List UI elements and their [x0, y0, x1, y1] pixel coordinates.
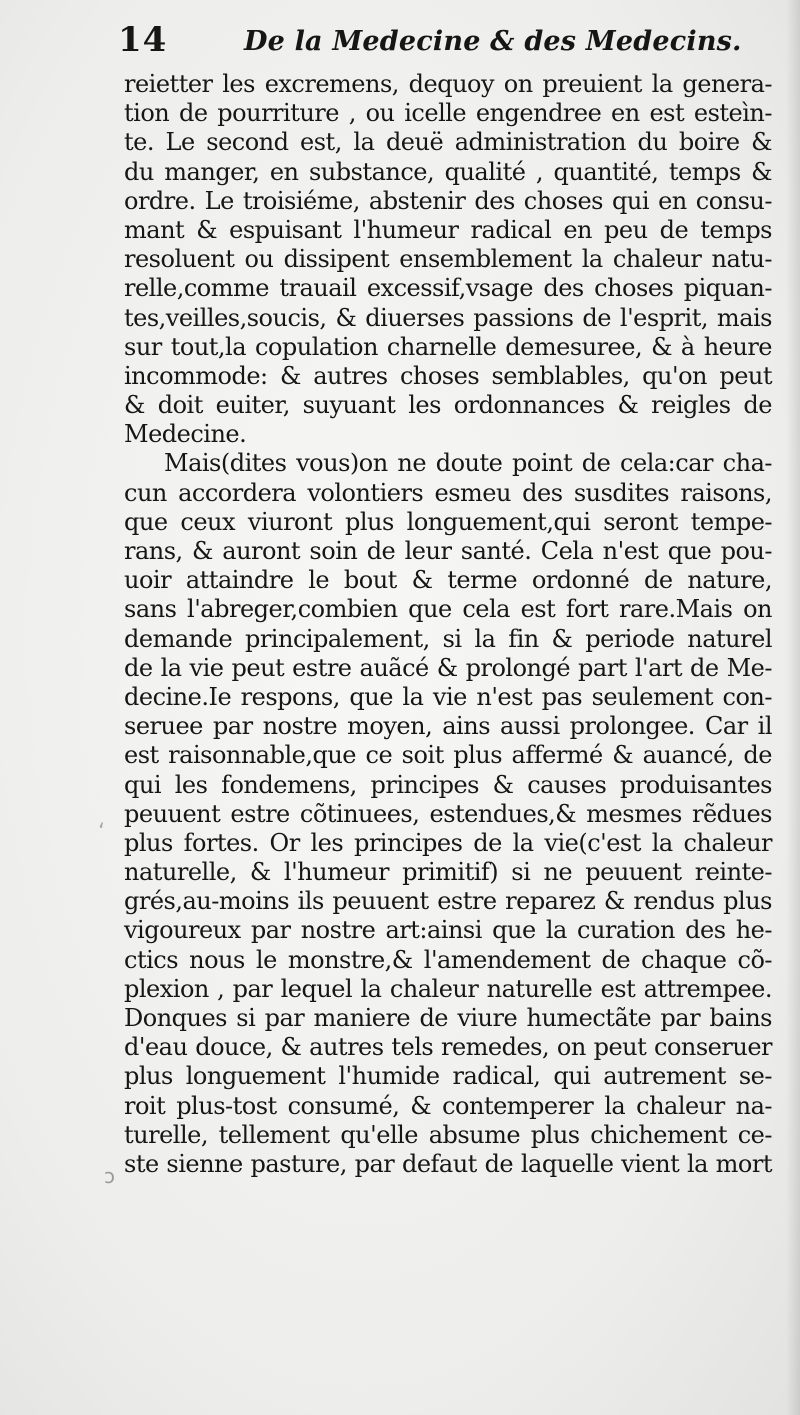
text-line: de la vie peut estre auãcé & prolongé part l'art de Me- [124, 653, 772, 682]
text-line: est raisonnable,que ce soit plus affermé & auancé, de [124, 741, 772, 770]
text-line: plus longuement l'humide radical, qui autrement se- [124, 1062, 772, 1091]
text-line: qui les fondemens, principes & causes produisantes [124, 770, 772, 799]
text-line: turelle, tellement qu'elle absume plus chichement ce- [124, 1120, 772, 1149]
page-edge-shadow [786, 0, 800, 1415]
text-line: d'eau douce, & autres tels remedes, on peut conseruer [124, 1033, 772, 1062]
text-line: sur tout,la copulation charnelle demesuree, & à heure [124, 332, 772, 361]
page-header [118, 16, 742, 66]
text-line: vigoureux par nostre art:ainsi que la curation des he- [124, 916, 772, 945]
text-line: plexion , par lequel la chaleur naturelle est attrempee. [124, 974, 772, 1003]
running-title: De la Medecine & des Medecins. [244, 26, 742, 57]
text-line: que ceux viuront plus longuement,qui seront tempe- [124, 507, 772, 536]
text-line: tes,veilles,soucis, & diuerses passions de l'esprit, mais [124, 303, 772, 332]
text-line: incommode: & autres choses semblables, qu'on peut [124, 361, 772, 390]
text-line: cun accordera volontiers esmeu des susdites raisons, [124, 478, 772, 507]
text-line: demande principalement, si la fin & periode naturel [124, 624, 772, 653]
page-number: 14 [118, 20, 168, 60]
text-line: rans, & auront soin de leur santé. Cela n'est que pou- [124, 537, 772, 565]
text-line: relle,comme trauail excessif,vsage des choses piquan- [124, 274, 772, 303]
text-line: du manger, en substance, qualité , quantité, temps & [124, 157, 772, 186]
text-line: tion de pourriture , ou icelle engendree en est esteìn- [124, 99, 772, 128]
text-line: ctics nous le monstre,& l'amendement de chaque cõ- [124, 945, 772, 974]
paragraph-start-line: Mais(dites vous)on ne doute point de cela:car cha- [164, 449, 772, 478]
text-line: naturelle, & l'humeur primitif) si ne peuuent reinte- [124, 858, 772, 887]
text-line: resoluent ou dissipent ensemblement la chaleur natu- [124, 245, 772, 274]
text-line: ordre. Le troisiéme, abstenir des choses qui en consu- [124, 186, 772, 215]
text-line: uoir attaindre le bout & terme ordonné de nature, [124, 566, 772, 595]
text-line: peuuent estre cõtinuees, estendues,& mesmes rẽdues [124, 799, 772, 828]
text-line: plus fortes. Or les principes de la vie(c'est la chaleur [124, 828, 772, 857]
text-line: mant & espuisant l'humeur radical en peu de temps [124, 215, 772, 244]
text-line: decine.Ie respons, que la vie n'est pas seulement con- [124, 682, 772, 711]
margin-mark-icon: ‘ [98, 820, 105, 845]
text-line: sans l'abreger,combien que cela est fort rare.Mais on [124, 595, 772, 624]
text-line: te. Le second est, la deuë administration du boire & [124, 128, 772, 157]
text-line: roit plus-tost consumé, & contemperer la chaleur na- [124, 1091, 772, 1120]
text-line: reietter les excremens, dequoy on preuient la genera- [124, 70, 772, 98]
paragraph-end-line: Medecine. [124, 420, 247, 449]
text-line: grés,au-moins ils peuuent estre reparez & rendus plus [124, 887, 772, 916]
text-line: Donques si par maniere de viure humectãte par bains [124, 1004, 772, 1032]
body-text [124, 70, 772, 1179]
margin-ornament-icon: ↄ [104, 1164, 115, 1188]
text-line: & doit euiter, suyuant les ordonnances & reigles de [124, 391, 772, 420]
text-line: seruee par nostre moyen, ains aussi prolongee. Car il [124, 712, 772, 741]
text-line: ste sienne pasture, par defaut de laquelle vient la mort [124, 1149, 772, 1178]
